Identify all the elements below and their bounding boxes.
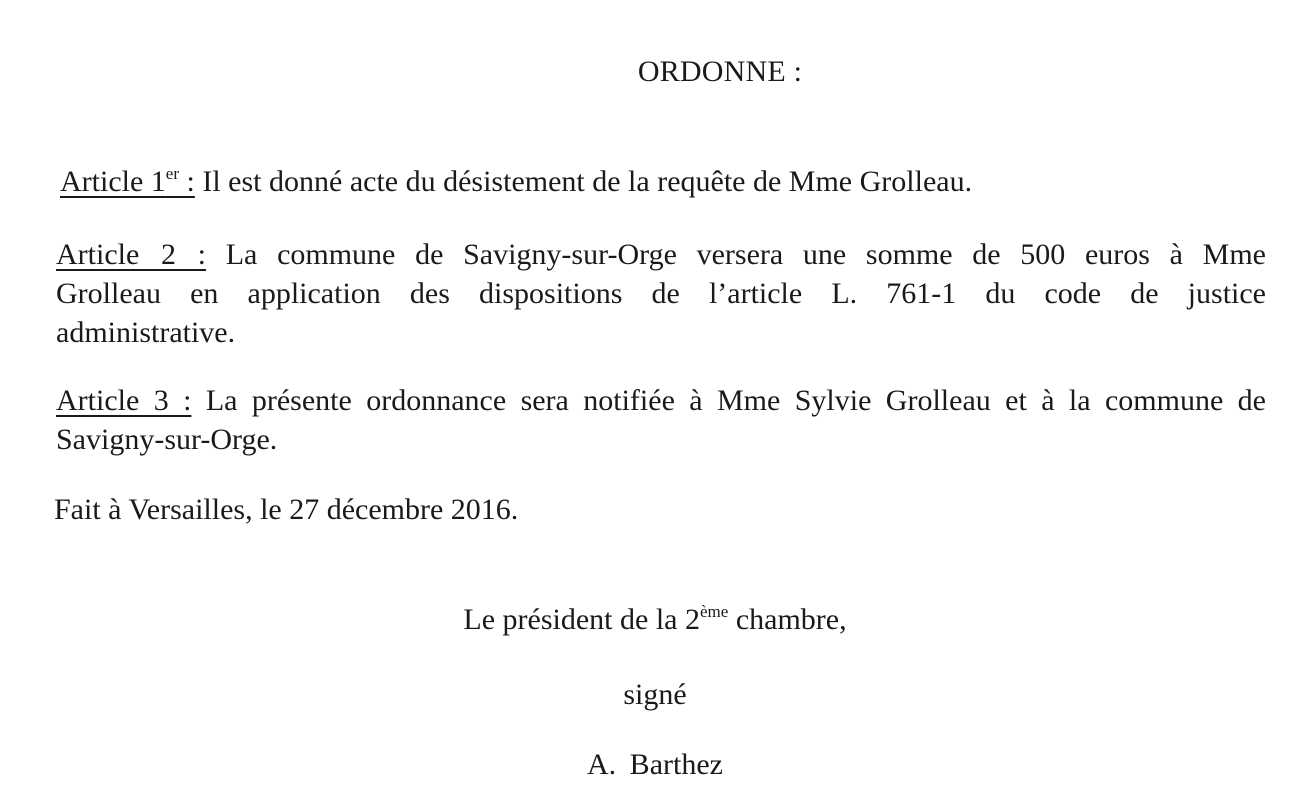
signatory-title-text: Le président de la 2 [463, 603, 700, 636]
ordonne-heading: ORDONNE : [637, 55, 803, 88]
signatory-name: A. Barthez [587, 748, 723, 781]
article-1-label-colon: : [179, 165, 195, 198]
signatory-title-superscript: ème [699, 602, 729, 621]
article-2 [56, 235, 1266, 352]
signatory-title-end: chambre, [728, 603, 847, 636]
article-1-label-superscript: er [165, 164, 180, 183]
article-3-text: La présente ordonnance sera notifiée à Mme Sylvie Grolleau et à la commune de Savigny-sur-Orge. [56, 384, 1266, 456]
article-2-text: La commune de Savigny-sur-Orge versera une somme de 500 euros à Mme Grolleau en application des dispositions de l’article L. 761-1 du code de justice administrative. [56, 238, 1266, 349]
article-1-text: Il est donné acte du désistement de la requête de Mme Grolleau. [194, 165, 973, 198]
signed-mention: signé [623, 678, 687, 711]
signatory-title [0, 600, 1308, 639]
article-1-label [60, 165, 195, 198]
article-2-label: Article 2 : [56, 238, 207, 271]
article-3 [56, 381, 1266, 459]
article-1 [60, 162, 1270, 201]
date-line: Fait à Versailles, le 27 décembre 2016. [54, 493, 519, 526]
article-3-label: Article 3 : [56, 384, 192, 417]
article-1-label-text: Article 1 [60, 165, 166, 198]
